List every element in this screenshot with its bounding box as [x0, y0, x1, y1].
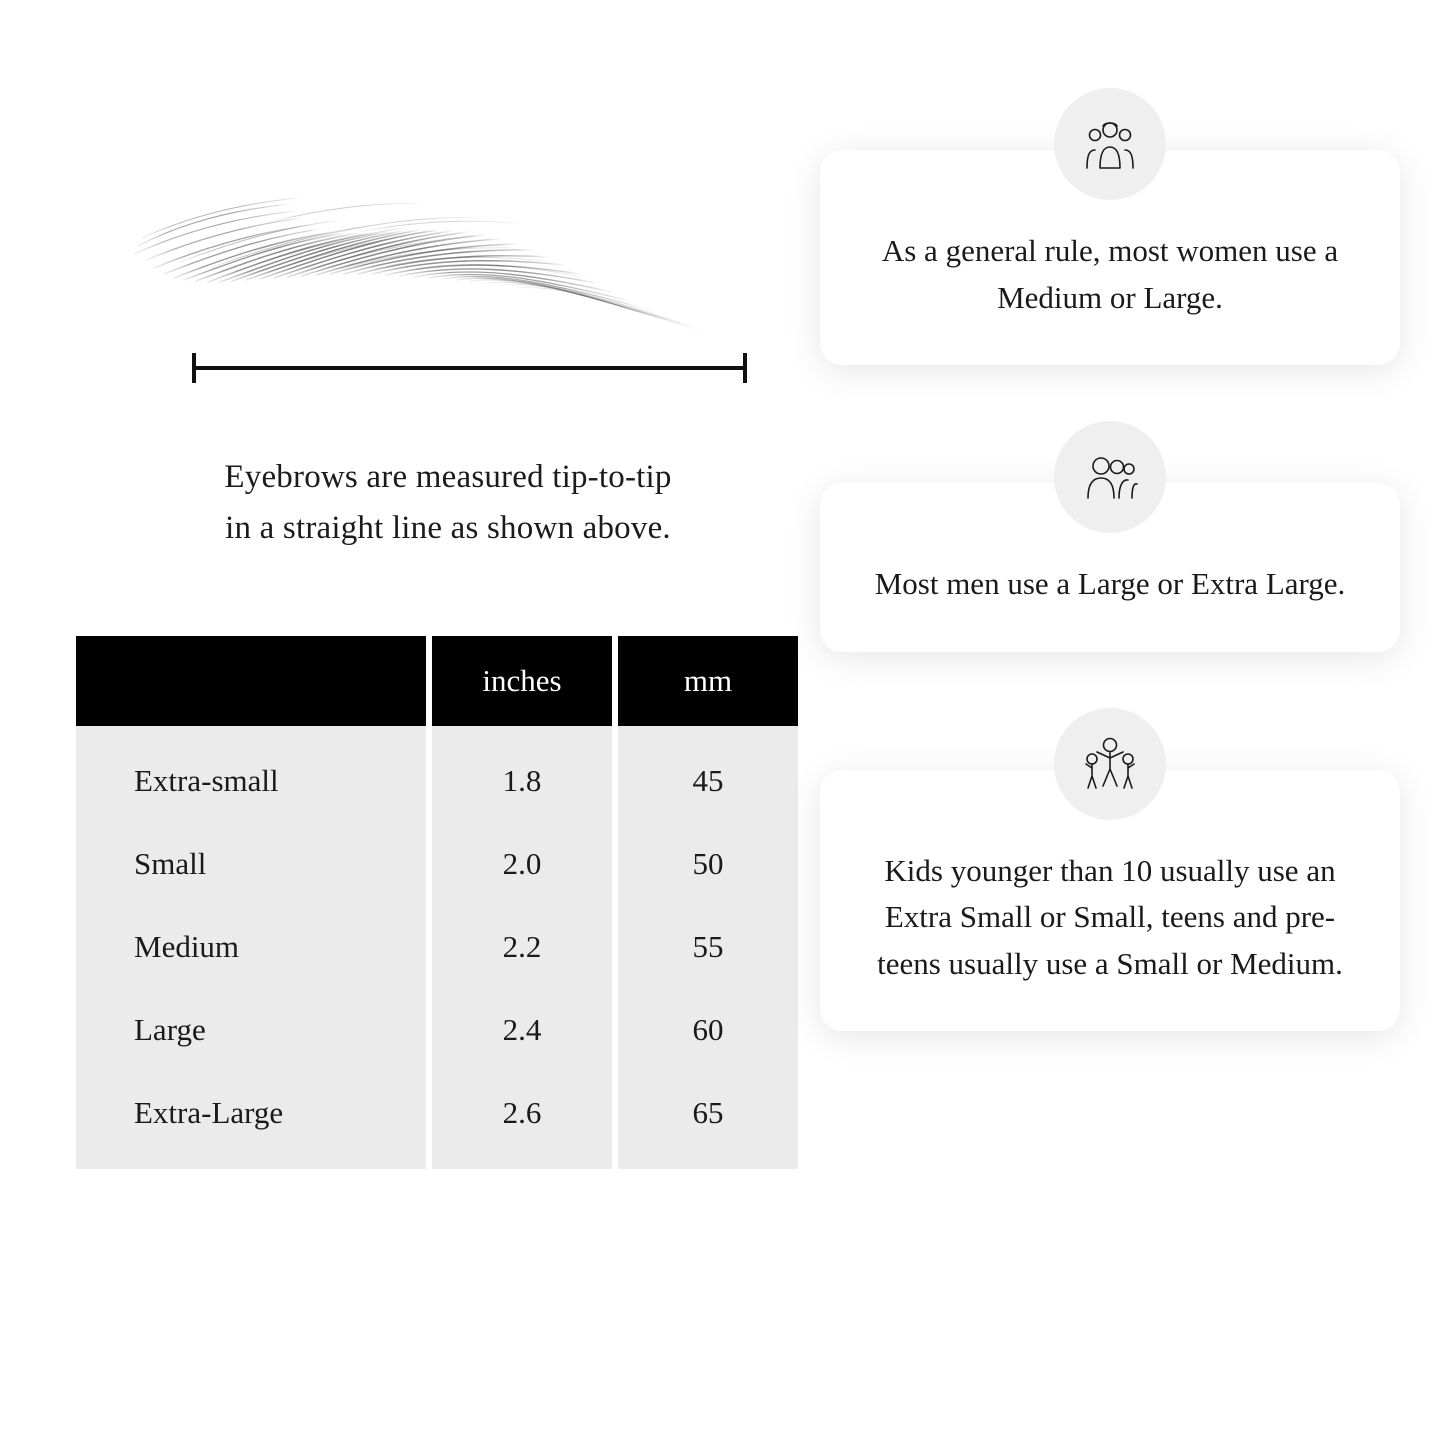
size-inches: 2.6	[432, 1071, 612, 1169]
size-mm: 60	[618, 988, 798, 1071]
measure-caption-line2: in a straight line as shown above.	[225, 510, 671, 547]
size-inches: 2.4	[432, 988, 612, 1071]
size-table	[70, 636, 804, 1169]
table-row	[76, 905, 798, 988]
note-text-kids: Kids younger than 10 usually use an Extra Small or Small, teens and pre-teens usually use a Small or Medium.	[877, 852, 1343, 981]
size-name: Large	[76, 988, 426, 1071]
size-name: Medium	[76, 905, 426, 988]
column-header-inches: inches	[432, 636, 612, 726]
eyebrow-illustration	[120, 150, 740, 390]
table-row	[76, 822, 798, 905]
kids-group-icon	[1054, 708, 1166, 820]
size-table-body	[76, 726, 798, 1169]
women-group-icon	[1054, 88, 1166, 200]
table-row	[76, 988, 798, 1071]
size-inches: 1.8	[432, 726, 612, 822]
eyebrow-icon	[120, 150, 740, 340]
table-row	[76, 726, 798, 822]
men-group-icon	[1054, 421, 1166, 533]
table-row	[76, 1071, 798, 1169]
size-mm: 65	[618, 1071, 798, 1169]
size-name: Extra-Large	[76, 1071, 426, 1169]
size-name: Small	[76, 822, 426, 905]
size-inches: 2.0	[432, 822, 612, 905]
measure-caption	[128, 452, 768, 554]
measure-caption-line1: Eyebrows are measured tip-to-tip	[224, 459, 672, 495]
measure-ruler	[192, 350, 747, 384]
ruler-line	[192, 366, 747, 370]
note-text-men: Most men use a Large or Extra Large.	[874, 566, 1346, 601]
size-mm: 45	[618, 726, 798, 822]
note-card-men	[820, 483, 1400, 652]
notes-section	[820, 150, 1400, 1031]
column-header-mm: mm	[618, 636, 798, 726]
ruler-cap-right	[743, 353, 747, 383]
size-inches: 2.2	[432, 905, 612, 988]
table-header-row	[76, 636, 798, 726]
column-header-name	[76, 636, 426, 726]
size-mm: 50	[618, 822, 798, 905]
size-mm: 55	[618, 905, 798, 988]
measurement-section	[70, 150, 770, 1169]
note-text-women: As a general rule, most women use a Medium or Large.	[881, 233, 1339, 315]
note-card-women	[820, 150, 1400, 365]
note-card-kids	[820, 770, 1400, 1032]
size-name: Extra-small	[76, 726, 426, 822]
size-table-head	[76, 636, 798, 726]
